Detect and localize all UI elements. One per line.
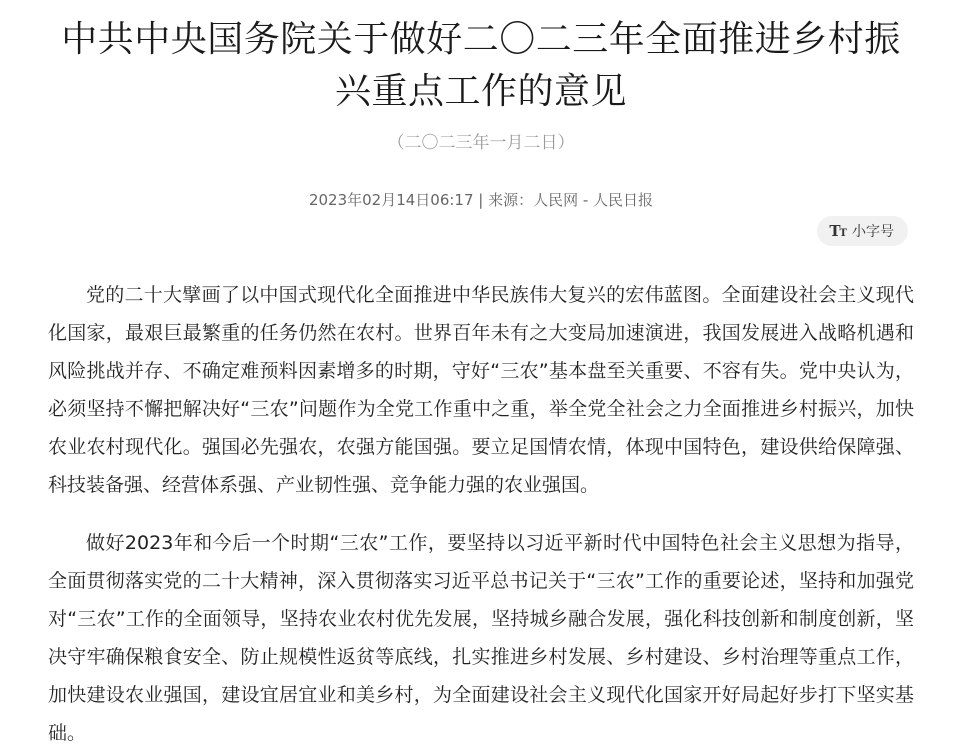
article-date-note: （二〇二三年一月二日） — [387, 133, 575, 153]
paragraph: 党的二十大擘画了以中国式现代化全面推进中华民族伟大复兴的宏伟蓝图。全面建设社会主义现代化国家，最艰巨最繁重的任务仍然在农村。世界百年未有之大变局加速演进，我国发展进入战略机遇和风险挑战并存、不确定难预料因素增多的时期，守好“三农”基本盘至关重要、不容有失。党中央认为，必须坚持不懈把解决好“三农”问题作为全党工作重中之重，举全党全社会之力全面推进乡村振兴，加快农业农村现代化。强国必先强农，农强方能国强。要立足国情农情，体现中国特色，建设供给保障强、科技装备强、经营体系强、产业韧性强、竞争能力强的农业强国。 — [48, 284, 914, 496]
font-size-label: 小字号 — [852, 224, 894, 240]
paragraph: 做好2023年和今后一个时期“三农”工作，要坚持以习近平新时代中国特色社会主义思想为指导，全面贯彻落实党的二十大精神，深入贯彻落实习近平总书记关于“三农”工作的重要论述，坚持和加强党对“三农”工作的全面领导，坚持农业农村优先发展，坚持城乡融合发展，强化科技创新和制度创新，坚决守牢确保粮食安全、防止规模性返贫等底线，扎实推进乡村发展、乡村建设、乡村治理等重点工作，加快建设农业强国，建设宜居宜业和美乡村，为全面建设社会主义现代化国家开好局起好步打下坚实基础。 — [48, 532, 914, 744]
text-size-icon: TT — [829, 222, 846, 240]
font-size-toggle-button[interactable] — [817, 216, 908, 246]
article-title: 中共中央国务院关于做好二〇二三年全面推进乡村振兴重点工作的意见 — [61, 19, 901, 112]
article-meta: 2023年02月14日06:17 | 来源：人民网 - 人民日报 — [308, 191, 654, 209]
article-body — [48, 276, 914, 752]
toolbar — [48, 216, 914, 252]
article — [48, 0, 914, 752]
